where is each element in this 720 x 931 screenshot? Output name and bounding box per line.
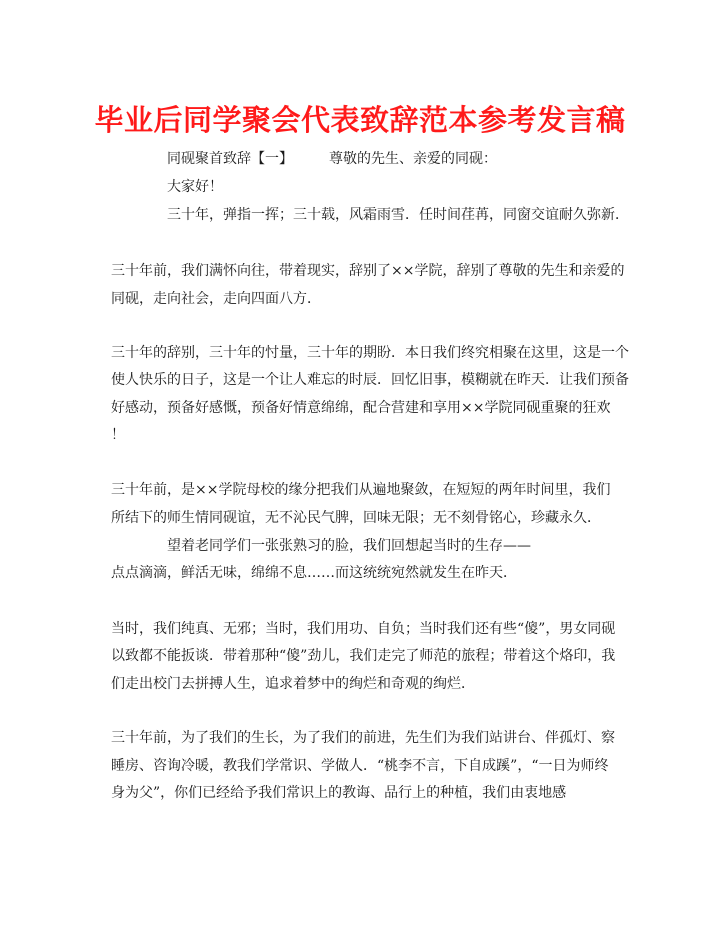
paragraph-3-line-2: 所结下的师生情同砚谊，无不沁民气脾，回味无限；无不刻骨铭心，珍藏永久． xyxy=(111,510,601,526)
paragraph-5-line-3: 们走出校门去拼搏人生，追求着梦中的绚烂和奇观的绚烂． xyxy=(111,676,475,692)
paragraph-2-line-3: 好感动，预备好感慨，预备好情意绵绵，配合营建和享用××学院同砚重聚的狂欢 xyxy=(111,400,611,416)
document-title: 毕业后同学聚会代表致辞范本参考发言稿 xyxy=(94,103,626,137)
paragraph-2-line-1: 三十年的辞别，三十年的忖量，三十年的期盼．本日我们终究相聚在这里，这是一个 xyxy=(111,345,629,361)
paragraph-3-line-1: 三十年前，是××学院母校的缘分把我们从遍地聚敛，在短短的两年时间里，我们 xyxy=(111,482,611,498)
speech-header xyxy=(167,149,497,169)
speech-header-right: 尊敬的先生、亲爱的同砚： xyxy=(329,151,497,167)
paragraph-5-line-2: 以致都不能扳谈．带着那种“傻”劲儿，我们走完了师范的旅程；带着这个烙印，我 xyxy=(111,648,616,664)
paragraph-1-line-2: 同砚，走向社会，走向四面八方． xyxy=(111,291,321,307)
paragraph-2-line-2: 使人快乐的日子，这是一个让人难忘的时辰．回忆旧事，模糊就在昨天．让我们预备 xyxy=(111,372,629,388)
paragraph-1-line-1: 三十年前，我们满怀向往，带着现实，辞别了××学院，辞别了尊敬的先生和亲爱的 xyxy=(111,263,625,279)
paragraph-5-line-1: 当时，我们纯真、无邪；当时，我们用功、自负；当时我们还有些“傻”，男女同砚 xyxy=(111,621,616,637)
greeting: 大家好！ xyxy=(167,179,223,195)
speech-header-left: 同砚聚首致辞【一】 xyxy=(167,151,293,167)
paragraph-4-line-1: 望着老同学们一张张熟习的脸，我们回想起当时的生存—— xyxy=(167,538,531,554)
paragraph-4-line-2: 点点滴滴，鲜活无味，绵绵不息……而这统统宛然就发生在昨天． xyxy=(111,565,517,581)
paragraph-0: 三十年，弹指一挥；三十载，风霜雨雪．任时间荏苒，同窗交谊耐久弥新． xyxy=(167,207,629,223)
paragraph-6-line-3: 身为父”，你们已经给予我们常识上的教诲、品行上的种植，我们由衷地感 xyxy=(111,785,567,801)
paragraph-2-line-4: ！ xyxy=(111,427,125,443)
paragraph-6-line-1: 三十年前，为了我们的生长，为了我们的前进，先生们为我们站讲台、伴孤灯、察 xyxy=(111,730,615,746)
paragraph-6-line-2: 睡房、咨询冷暖，教我们学常识、学做人．“桃李不言，下自成蹊”，“一日为师终 xyxy=(111,758,609,774)
